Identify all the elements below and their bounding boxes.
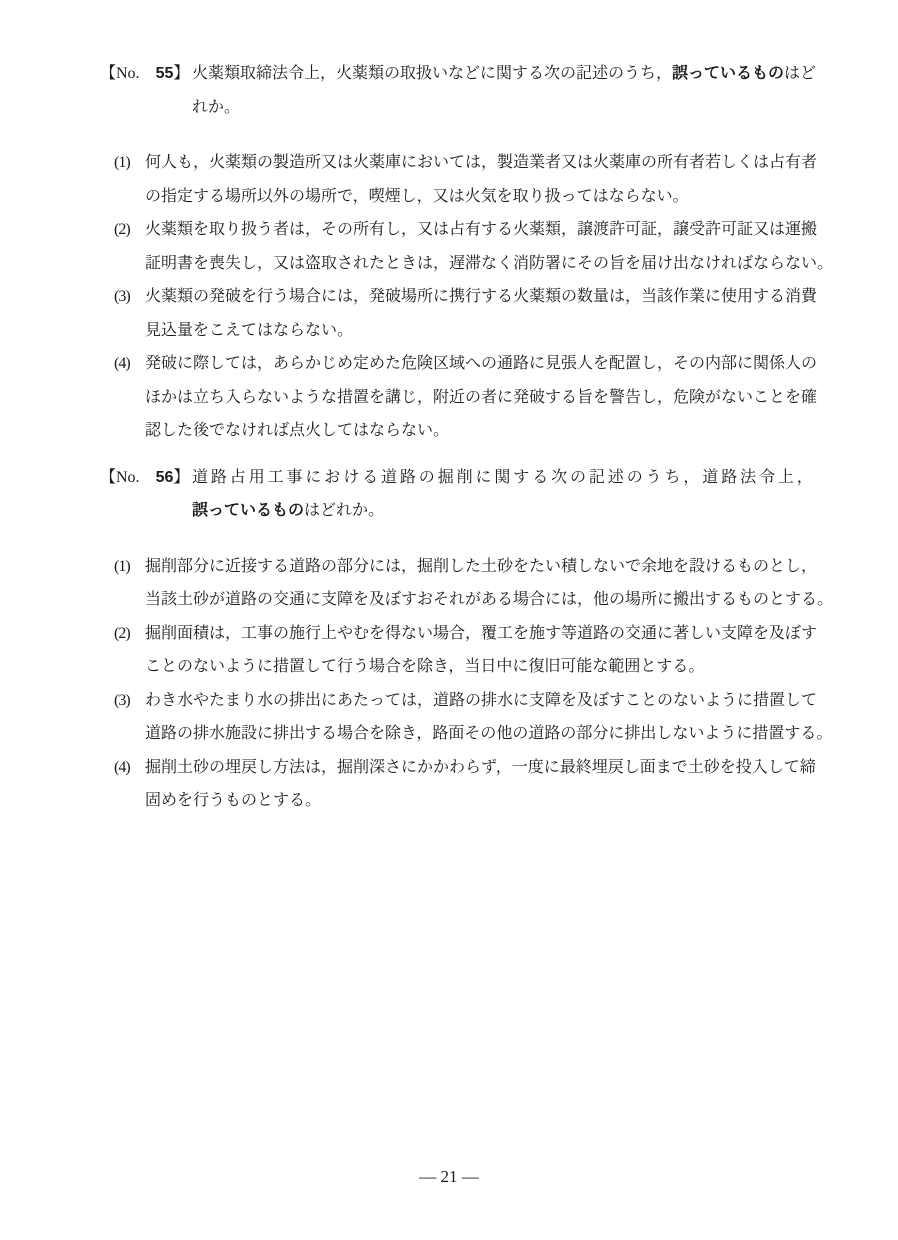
- choice-text: [145, 751, 816, 818]
- choice-text: [145, 280, 817, 347]
- question-text-line: [192, 57, 817, 91]
- choice-item: [114, 280, 898, 347]
- choice-text: [145, 550, 833, 617]
- text-segment: 【No.: [100, 468, 156, 486]
- choice-text: [145, 617, 817, 684]
- emphasis-text: 誤っているもの: [192, 502, 305, 519]
- page-number: — 21 —: [419, 1167, 479, 1186]
- choice-text-line: 発破に際しては，あらかじめ定めた危険区域への通路に見張人を配置し，その内部に関係人の: [145, 355, 818, 372]
- choice-text: [145, 684, 832, 751]
- text-segment: 道路占用工事における道路の掘削に関する次の記述のうち，道路法令上，: [192, 468, 816, 486]
- question-number-label: [100, 57, 192, 91]
- choice-text-line: 掘削部分に近接する道路の部分には，掘削した土砂をたい積しないで余地を設けるものとし，: [145, 557, 818, 575]
- text-segment: はどれか。: [304, 502, 385, 519]
- choice-item: [114, 751, 898, 818]
- text-segment: 火薬類取締法令上，火薬類の取扱いなどに関する次の記述のうち，: [192, 65, 673, 82]
- questions: [100, 57, 898, 818]
- text-segment: 】: [173, 65, 190, 82]
- question-number-label: [100, 461, 192, 495]
- choice-text-line: ほかは立ち入らないような措置を講じ，附近の者に発破する旨を警告し，危険がないことを確: [145, 388, 818, 406]
- choice-text-line: 認した後でなければ点火してはならない。: [145, 422, 450, 439]
- question-text: [192, 461, 817, 528]
- page-content: [100, 57, 898, 818]
- text-segment: 】: [173, 468, 190, 486]
- choice-text-line: 証明書を喪失し，又は盗取されたときは，遅滞なく消防署にその旨を届け出なければならない。: [145, 254, 834, 272]
- choice-text-line: ことのないように措置して行う場合を除き，当日中に復旧可能な範囲とする。: [145, 658, 705, 675]
- choice-number: (2): [114, 624, 130, 642]
- choice-text: [145, 347, 817, 448]
- question-text-line: [192, 494, 817, 528]
- choice-text-line: 道路の排水施設に排出する場合を除き，路面その他の道路の部分に排出しないように措置する。: [145, 725, 833, 742]
- text-segment: れか。: [192, 98, 241, 116]
- choice-text-line: の指定する場所以外の場所で，喫煙し，又は火気を取り扱ってはならない。: [145, 187, 689, 205]
- choice-number: (2): [114, 221, 130, 238]
- text-segment: 【No.: [100, 65, 156, 82]
- choice-text-line: 見込量をこえてはならない。: [145, 321, 354, 339]
- question-text: [192, 57, 817, 124]
- choice-text-line: 何人も，火薬類の製造所又は火薬庫においては，製造業者又は火薬庫の所有者若しくは占有者: [145, 154, 818, 171]
- choice-text: [145, 213, 833, 280]
- emphasis-text: 56: [155, 468, 174, 486]
- choice-list: [114, 550, 898, 818]
- choice-text-line: 固めを行うものとする。: [145, 792, 322, 809]
- question-block: [100, 57, 898, 448]
- choice-text-line: 掘削土砂の埋戻し方法は，掘削深さにかかわらず，一度に最終埋戻し面まで土砂を投入して締: [145, 758, 816, 776]
- choice-text: [145, 146, 817, 213]
- text-segment: はど: [784, 65, 817, 82]
- choice-list: [114, 146, 898, 448]
- question-text-line: [192, 91, 817, 125]
- choice-number: (1): [114, 557, 130, 575]
- question-text-line: [192, 461, 817, 495]
- emphasis-text: 55: [155, 65, 174, 82]
- choice-item: [114, 684, 898, 751]
- choice-item: [114, 617, 898, 684]
- choice-item: [114, 146, 898, 213]
- emphasis-text: 誤っているもの: [672, 65, 785, 82]
- choice-number: (3): [114, 691, 130, 709]
- choice-number: (4): [114, 758, 130, 776]
- choice-text-line: 当該土砂が道路の交通に支障を及ぼすおそれがある場合には，他の場所に搬出するものとする。: [145, 591, 834, 608]
- question-header: [100, 461, 898, 528]
- question-block: [100, 461, 898, 818]
- choice-number: (4): [114, 355, 130, 372]
- choice-item: [114, 550, 898, 617]
- choice-text-line: 掘削面積は，工事の施行上やむを得ない場合，覆工を施す等道路の交通に著しい支障を及ぼす: [145, 624, 818, 642]
- choice-text-line: 火薬類を取り扱う者は，その所有し，又は占有する火薬類，譲渡許可証，譲受許可証又は運搬: [145, 221, 818, 238]
- choice-item: [114, 213, 898, 280]
- question-header: [100, 57, 898, 124]
- choice-item: [114, 347, 898, 448]
- choice-text-line: わき水やたまり水の排出にあたっては，道路の排水に支障を及ぼすことのないように措置して: [145, 691, 818, 709]
- choice-number: (3): [114, 288, 130, 305]
- choice-text-line: 火薬類の発破を行う場合には，発破場所に携行する火薬類の数量は，当該作業に使用する消費: [145, 288, 818, 305]
- choice-number: (1): [114, 154, 130, 171]
